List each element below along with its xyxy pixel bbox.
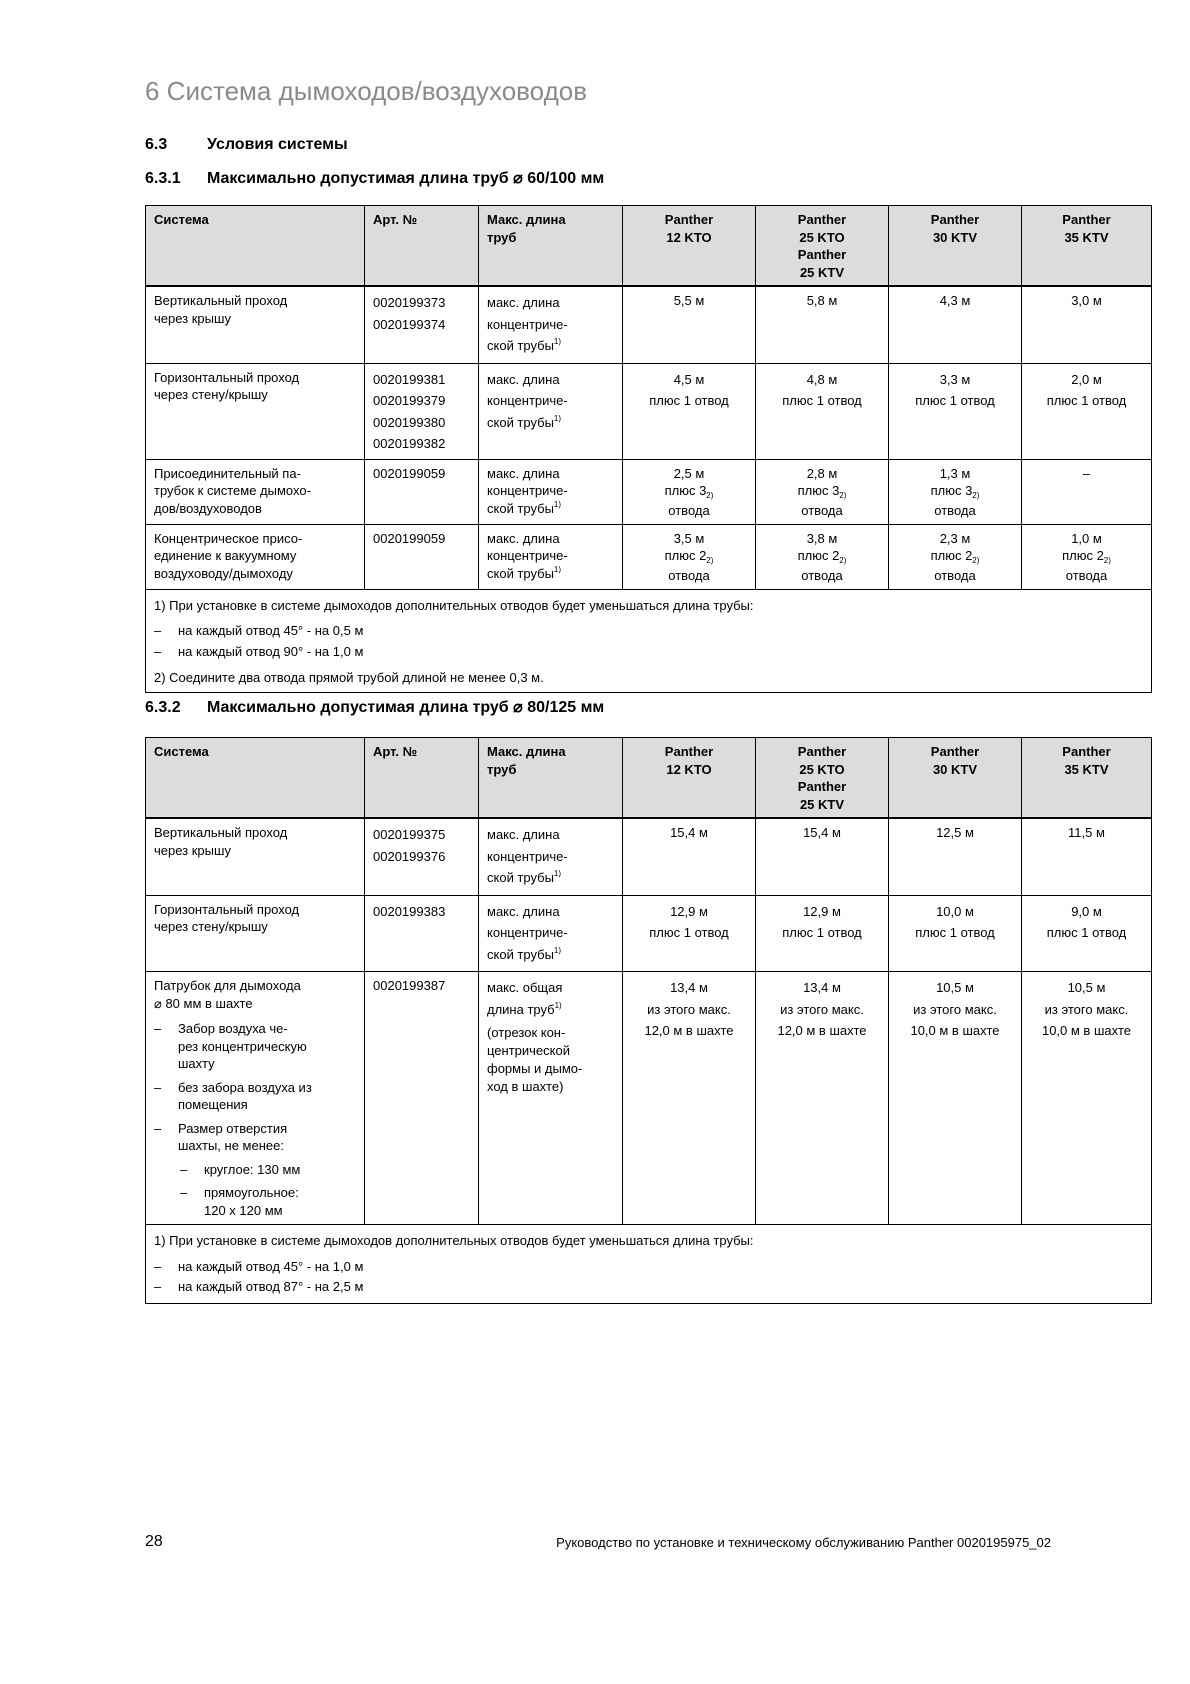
max-length-cell: макс. длина концентриче- ской трубы$^{1)}$ [479, 286, 623, 363]
footnote-bullet: – на каждый отвод 45° - на 1,0 м [154, 1258, 364, 1274]
footnote-1: 1) При установке в системе дымоходов дополнительных отводов будет уменьшаться длина трубы: [154, 597, 754, 613]
table-header-row [146, 206, 1152, 287]
value-cell: 4,8 м плюс 1 отвод [756, 363, 889, 459]
system-cell: Вертикальный проход через крышу [146, 818, 365, 895]
header-panther-30: Panther 30 KTV [889, 206, 1022, 287]
section-title: Условия системы [207, 136, 348, 153]
value-cell: 11,5 м [1022, 818, 1152, 895]
value-cell: 5,5 м [623, 286, 756, 363]
max-length-cell: макс. длина концентриче- ской трубы$^{1)}$ [479, 363, 623, 459]
value-cell: 10,5 м из этого макс. 10,0 м в шахте [889, 972, 1022, 1225]
header-panther-12: Panther 12 KTO [623, 738, 756, 819]
header-panther-12: Panther 12 KTO [623, 206, 756, 287]
section-title: Максимально допустимая длина труб ⌀ 80/125 мм [207, 699, 605, 716]
system-conditions-list [154, 1020, 356, 1219]
value-cell: 3,0 м [1022, 286, 1152, 363]
system-cell: Вертикальный проход через крышу [146, 286, 365, 363]
table-row [146, 895, 1152, 972]
header-max-length: Макс. длина труб [479, 206, 623, 287]
footnote-2: 2) Соедините два отвода прямой трубой длиной не менее 0,3 м. [154, 670, 544, 685]
section-heading-6-3-1 [145, 168, 604, 188]
footnote-1: 1) При установке в системе дымоходов дополнительных отводов будет уменьшаться длина трубы: [154, 1233, 754, 1248]
art-cell: 0020199059 [365, 524, 479, 589]
list-item: – Забор воздуха че- рез концентрическую шахту [154, 1021, 307, 1071]
table-row [146, 363, 1152, 459]
table-notes-row [146, 589, 1152, 692]
value-cell: 15,4 м [623, 818, 756, 895]
value-cell: 2,3 м плюс $2_{2)}$ отвода [889, 524, 1022, 589]
table-row [146, 524, 1152, 589]
page-number: 28 [145, 1533, 163, 1550]
table-notes [146, 1225, 1152, 1304]
header-art: Арт. № [365, 206, 479, 287]
max-length-cell: макс. длина концентриче- ской трубы$^{1)}$ [479, 459, 623, 524]
section-number: 6.3.2 [145, 699, 181, 716]
section-heading-6-3-2 [145, 697, 604, 717]
header-system: Система [146, 206, 365, 287]
list-subitem: – круглое: 130 мм [180, 1161, 301, 1177]
system-cell: Горизонтальный проход через стену/крышу [146, 363, 365, 459]
section-number: 6.3 [145, 136, 168, 153]
header-art: Арт. № [365, 738, 479, 819]
table-header-row [146, 738, 1152, 819]
value-cell: 12,9 м плюс 1 отвод [756, 895, 889, 972]
header-panther-25: Panther 25 KTO Panther 25 KTV [756, 738, 889, 819]
value-cell: 10,5 м из этого макс. 10,0 м в шахте [1022, 972, 1152, 1225]
value-cell: 9,0 м плюс 1 отвод [1022, 895, 1152, 972]
max-length-cell: макс. общая длина труб$^{1)}$ (отрезок кон- центрической формы и дымо- ход в шахте) [479, 972, 623, 1225]
value-cell: 15,4 м [756, 818, 889, 895]
value-cell: 13,4 м из этого макс. 12,0 м в шахте [756, 972, 889, 1225]
header-panther-30: Panther 30 KTV [889, 738, 1022, 819]
header-max-length: Макс. длина труб [479, 738, 623, 819]
value-cell: 4,5 м плюс 1 отвод [623, 363, 756, 459]
list-item: – без забора воздуха из помещения [154, 1079, 312, 1112]
max-length-cell: макс. длина концентриче- ской трубы$^{1)}$ [479, 818, 623, 895]
value-cell: 3,3 м плюс 1 отвод [889, 363, 1022, 459]
table-notes-row [146, 1225, 1152, 1304]
value-cell: 2,5 м плюс $3_{2)}$ отвода [623, 459, 756, 524]
chapter-title: 6 Система дымоходов/воздуховодов [145, 76, 588, 106]
footer-text: Руководство по установке и техническому обслуживанию Panther 0020195975_02 [556, 1535, 1051, 1550]
max-length-cell: макс. длина концентриче- ской трубы$^{1)}$ [479, 524, 623, 589]
value-cell: 2,8 м плюс $3_{2)}$ отвода [756, 459, 889, 524]
value-cell: – [1022, 459, 1152, 524]
table-row [146, 818, 1152, 895]
footnote-bullet: – на каждый отвод 90° - на 1,0 м [154, 643, 364, 659]
value-cell: 12,5 м [889, 818, 1022, 895]
system-cell: Присоединительный па- трубок к системе дымохо- дов/воздуховодов [146, 459, 365, 524]
header-panther-35: Panther 35 KTV [1022, 738, 1152, 819]
value-cell: 1,0 м плюс $2_{2)}$ отвода [1022, 524, 1152, 589]
table-row [146, 972, 1152, 1225]
table-row [146, 459, 1152, 524]
art-cell: 0020199375 0020199376 [365, 818, 479, 895]
max-length-cell: макс. длина концентриче- ской трубы$^{1)}$ [479, 895, 623, 972]
art-cell: 0020199059 [365, 459, 479, 524]
header-system: Система [146, 738, 365, 819]
value-cell: 1,3 м плюс $3_{2)}$ отвода [889, 459, 1022, 524]
value-cell: 13,4 м из этого макс. 12,0 м в шахте [623, 972, 756, 1225]
system-cell: Патрубок для дымохода ⌀ 80 мм в шахте – Забор воздуха че- рез концентрическую шахту – без забора воздуха из помещения – Размер отверстия шахты, не менее: – круглое: 130 мм – прямоугольное: 120 x 120 мм [146, 972, 365, 1225]
section-number: 6.3.1 [145, 170, 181, 187]
system-cell: Горизонтальный проход через стену/крышу [146, 895, 365, 972]
art-cell: 0020199387 [365, 972, 479, 1225]
art-cell: 0020199381 0020199379 0020199380 0020199382 [365, 363, 479, 459]
value-cell: 3,8 м плюс $2_{2)}$ отвода [756, 524, 889, 589]
value-cell: 4,3 м [889, 286, 1022, 363]
header-panther-35: Panther 35 KTV [1022, 206, 1152, 287]
table-notes [146, 589, 1152, 692]
footnote-bullet: – на каждый отвод 87° - на 2,5 м [154, 1279, 364, 1294]
system-cell: Концентрическое присо- единение к вакуумному воздуховоду/дымоходу [146, 524, 365, 589]
value-cell: 10,0 м плюс 1 отвод [889, 895, 1022, 972]
value-cell: 12,9 м плюс 1 отвод [623, 895, 756, 972]
footnote-bullet: – на каждый отвод 45° - на 0,5 м [154, 623, 364, 638]
section-heading-6-3 [145, 136, 348, 154]
list-item: – Размер отверстия шахты, не менее: [154, 1120, 288, 1153]
art-cell: 0020199373 0020199374 [365, 286, 479, 363]
header-panther-25: Panther 25 KTO Panther 25 KTV [756, 206, 889, 287]
art-cell: 0020199383 [365, 895, 479, 972]
value-cell: 5,8 м [756, 286, 889, 363]
pipe-length-table-80-125 [145, 737, 1152, 1304]
value-cell: 3,5 м плюс $2_{2)}$ отвода [623, 524, 756, 589]
list-subitem: – прямоугольное: 120 x 120 мм [180, 1185, 299, 1218]
section-title: Максимально допустимая длина труб ⌀ 60/100 мм [207, 170, 605, 187]
pipe-length-table-60-100 [145, 205, 1152, 693]
table-row [146, 286, 1152, 363]
value-cell: 2,0 м плюс 1 отвод [1022, 363, 1152, 459]
